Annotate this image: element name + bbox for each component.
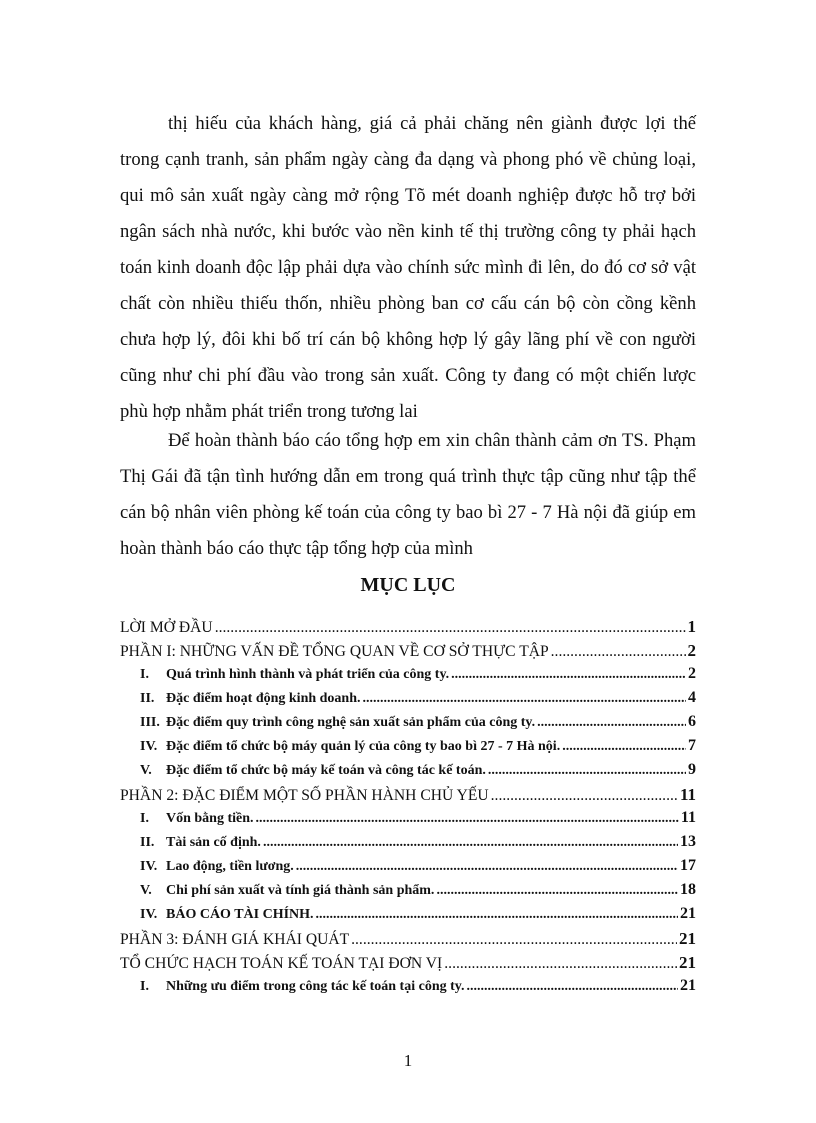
toc-entry-page: 2 [688, 665, 696, 682]
paragraph-line: Thị Gái đã tận tình hướng dẫn em trong quá trình thực tập cũng như tập thể [120, 466, 696, 487]
toc-entry-page: 13 [680, 833, 696, 850]
toc-leader-dots [491, 787, 678, 805]
paragraph-line: ngân sách nhà nước, khi bước vào nền kinh tế thị trường công ty phải hạch [120, 221, 696, 242]
toc-entry[interactable] [120, 665, 696, 689]
paragraph-line: chất còn nhiều thiếu thốn, nhiều phòng ban cơ cấu cán bộ còn cồng kềnh [120, 293, 696, 314]
toc-entry-text: Lao động, tiền lương. [166, 859, 294, 874]
toc-entry-page: 21 [679, 929, 696, 948]
toc-leader-dots [436, 883, 678, 899]
toc-title: MỤC LỤC [360, 574, 456, 596]
toc-entry[interactable] [120, 689, 696, 713]
toc-leader-dots [316, 907, 678, 923]
toc-entry-text: Đặc điểm quy trình công nghệ sản xuất sản phẩm của công ty. [166, 715, 536, 730]
toc-entry-text: Chi phí sản xuất và tính giá thành sản phẩm. [166, 883, 435, 898]
paragraph-line: cán bộ nhân viên phòng kế toán của công ty bao bì 27 - 7 Hà nội đã giúp em [120, 502, 696, 523]
page-number: 1 [403, 1051, 413, 1070]
toc-entry-text: TỔ CHỨC HẠCH TOÁN KẾ TOÁN TẠI ĐƠN VỊ [120, 955, 443, 972]
toc-entry-text: PHẦN 2: ĐẶC ĐIỂM MỘT SỐ PHẦN HÀNH CHỦ YẾU [120, 787, 489, 804]
toc-entry-text: PHẦN 3: ĐÁNH GIÁ KHÁI QUÁT [120, 931, 350, 948]
toc-entry[interactable] [120, 905, 696, 929]
toc-entry-number: V. [140, 763, 152, 778]
toc-entry-page: 9 [688, 761, 696, 778]
paragraph-line: thị hiếu của khách hàng, giá cả phải chăng nên giành được lợi thế [168, 113, 696, 134]
toc-leader-dots [296, 859, 678, 875]
toc-entry-number: III. [140, 715, 160, 730]
toc-leader-dots [537, 715, 686, 731]
toc-entry-number: II. [140, 835, 155, 850]
toc-entry-page: 1 [687, 617, 696, 636]
paragraph-line: toán kinh doanh độc lập phải dựa vào chính sức mình đi lên, do đó cơ sở vật [120, 257, 696, 278]
toc-entry[interactable] [120, 785, 696, 809]
toc-entry[interactable] [120, 809, 696, 833]
toc-entry-page: 21 [679, 953, 696, 972]
toc-leader-dots [488, 763, 686, 779]
toc-entry-number: II. [140, 691, 155, 706]
toc-entry-page: 21 [680, 977, 696, 994]
toc-leader-dots [215, 619, 686, 637]
toc-entry-number: IV. [140, 907, 158, 922]
toc-leader-dots [467, 979, 679, 995]
toc-entry-text: LỜI MỞ ĐẦU [120, 619, 213, 636]
paragraph-line: cũng như chi phí đầu vào trong sản xuất. Công ty đang có một chiến lược [120, 365, 696, 386]
toc-entry-page: 7 [688, 737, 696, 754]
toc-entry-text: Tài sản cố định. [166, 835, 261, 850]
toc-entry[interactable] [120, 617, 696, 641]
paragraph-line: chưa hợp lý, đôi khi bố trí cán bộ không hợp lý gây lãng phí về con người [120, 329, 696, 350]
paragraph-line: trong cạnh tranh, sản phẩm ngày càng đa dạng và phong phó về chủng loại, [120, 149, 696, 170]
toc-entry-number: IV. [140, 739, 158, 754]
toc-leader-dots [551, 643, 686, 661]
toc-entry-page: 18 [680, 881, 696, 898]
toc-entry[interactable] [120, 761, 696, 785]
toc-entry-page: 6 [688, 713, 696, 730]
toc-entry-page: 4 [688, 689, 696, 706]
toc-entry[interactable] [120, 713, 696, 737]
toc-entry[interactable] [120, 881, 696, 905]
toc-entry-text: BÁO CÁO TÀI CHÍNH. [166, 907, 314, 922]
toc-entry-number: I. [140, 979, 149, 994]
toc-entry-text: PHẦN I: NHỮNG VẤN ĐỀ TỔNG QUAN VỀ CƠ SỞ THỰC TẬP [120, 643, 549, 660]
toc-leader-dots [363, 691, 686, 707]
toc-leader-dots [263, 835, 678, 851]
toc-entry[interactable] [120, 641, 696, 665]
paragraph-line: hoàn thành báo cáo thực tập tổng hợp của mình [120, 538, 473, 559]
toc-entry-page: 11 [680, 809, 696, 826]
toc-entry-text: Những ưu điểm trong công tác kế toán tại công ty. [166, 979, 465, 994]
toc-leader-dots [351, 931, 677, 949]
toc-entry[interactable] [120, 833, 696, 857]
toc-entry[interactable] [120, 737, 696, 761]
toc-entry-page: 2 [687, 641, 696, 660]
toc-entry-text: Vốn bằng tiền. [166, 811, 254, 826]
toc-entry[interactable] [120, 857, 696, 881]
toc-leader-dots [562, 739, 686, 755]
paragraph-line: phù hợp nhằm phát triển trong tương lai [120, 401, 418, 422]
toc-leader-dots [444, 955, 677, 973]
toc-entry[interactable] [120, 929, 696, 953]
toc-entry-number: V. [140, 883, 152, 898]
toc-leader-dots [256, 811, 679, 827]
toc-entry[interactable] [120, 977, 696, 1001]
toc-leader-dots [451, 667, 686, 683]
paragraph-line: Để hoàn thành báo cáo tổng hợp em xin chân thành cảm ơn TS. Phạm [168, 430, 696, 451]
toc-entry-text: Đặc điểm hoạt động kinh doanh. [166, 691, 361, 706]
toc-entry-number: IV. [140, 859, 158, 874]
toc-entry-page: 17 [680, 857, 696, 874]
toc-entry-page: 11 [679, 785, 696, 804]
toc-entry-number: I. [140, 667, 149, 682]
toc-entry-text: Đặc điểm tổ chức bộ máy quản lý của công ty bao bì 27 - 7 Hà nội. [166, 739, 561, 754]
toc-entry-text: Quá trình hình thành và phát triển của công ty. [166, 667, 450, 682]
toc-entry-text: Đặc điểm tổ chức bộ máy kế toán và công tác kế toán. [166, 763, 486, 778]
toc-entry[interactable] [120, 953, 696, 977]
toc-entry-number: I. [140, 811, 149, 826]
toc-entry-page: 21 [680, 905, 696, 922]
paragraph-line: qui mô sản xuất ngày càng mở rộng Tõ mét doanh nghiệp được hỗ trợ bởi [120, 185, 696, 206]
